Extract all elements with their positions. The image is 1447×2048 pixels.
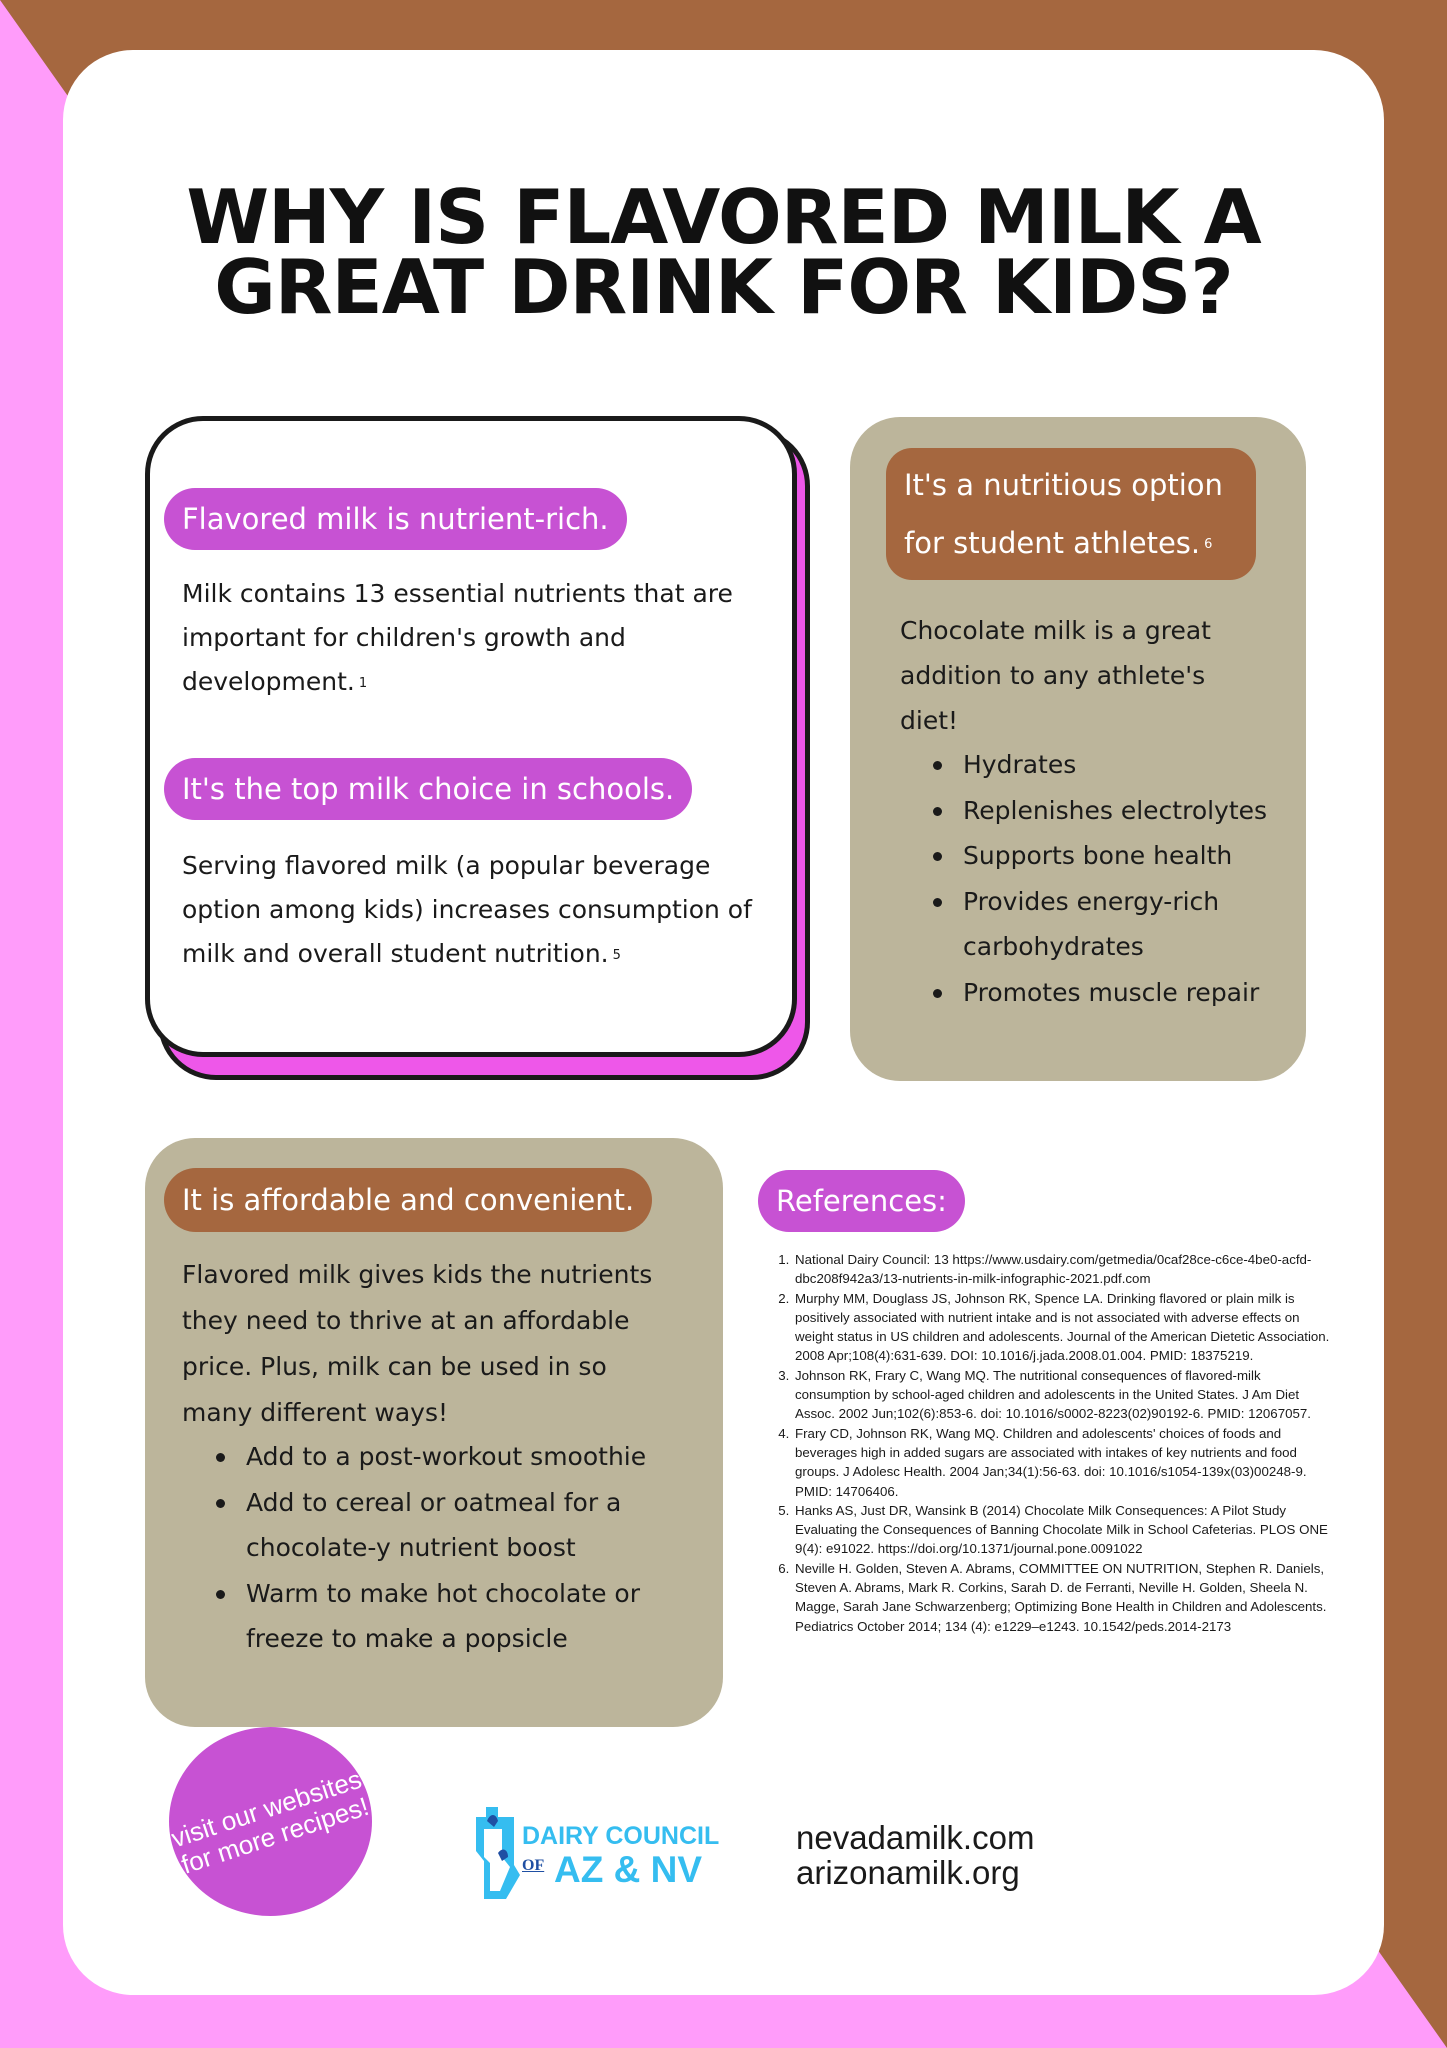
reference-item: 3. Johnson RK, Frary C, Wang MQ. The nutritional consequences of flavored-milk consumption by school-aged children and adolescents in the United States. J Am Diet Assoc. 2002 Jun;102(6):853-6. doi: 10.1016/s0002-8223(02)90192-6. PMID: 12067057. (793, 1366, 1331, 1424)
list-item: Provides energy-rich carbohydrates (963, 879, 1323, 970)
nutrient-ref: 1 (358, 676, 368, 691)
list-item: Add to cereal or oatmeal for a chocolate-y nutrient boost (246, 1480, 716, 1571)
arizona-website-link[interactable]: arizonamilk.org (796, 1854, 1020, 1891)
list-item: Supports bone health (963, 833, 1323, 879)
affordable-heading: It is affordable and convenient. (164, 1168, 652, 1232)
visit-websites-badge (169, 1727, 372, 1916)
schools-text (182, 844, 762, 976)
logo-text-line1: DAIRY COUNCIL (522, 1822, 720, 1850)
logo-text-of: OF (522, 1857, 545, 1874)
list-item: Promotes muscle repair (963, 970, 1323, 1016)
reference-item: 2. Murphy MM, Douglass JS, Johnson RK, Spence LA. Drinking flavored or plain milk is positively associated with nutrient intake and is not associated with adverse effects on weight status in US children and adolescents. Journal of the American Dietetic Association. 2008 Apr;108(4):631-639. DOI: 10.1016/j.jada.2008.01.004. PMID: 18375219. (793, 1289, 1331, 1366)
reference-item: 6. Neville H. Golden, Steven A. Abrams, COMMITTEE ON NUTRITION, Stephen R. Daniels, Steven A. Abrams, Mark R. Corkins, Sarah D. de Ferranti, Neville H. Golden, Sheela N. Magge, Sarah Jane Schwarzenberg; Optimizing Bone Health in Children and Adolescents. Pediatrics October 2014; 134 (4): e1229–e1243. 10.1542/peds.2014-2173 (793, 1559, 1331, 1636)
list-item: Add to a post-workout smoothie (246, 1434, 716, 1480)
reference-item: 1. National Dairy Council: 13 https://www.usdairy.com/getmedia/0caf28ce-c6ce-4be0-acfd-dbc208f942a3/13-nutrients-in-milk-infographic-2021.pdf.com (793, 1250, 1331, 1289)
references-heading: References: (758, 1170, 965, 1232)
schools-body: Serving flavored milk (a popular beverage option among kids) increases consumption of milk and overall student nutrition. (182, 851, 752, 968)
visit-websites-text: visit our websites for more recipes! (167, 1763, 373, 1880)
logo-text-line2: AZ & NV (554, 1849, 702, 1890)
dairy-council-logo (474, 1805, 774, 1901)
reference-item: 5. Hanks AS, Just DR, Wansink B (2014) Chocolate Milk Consequences: A Pilot Study Evaluating the Consequences of Banning Chocolate Milk in School Cafeterias. PLOS ONE 9(4): e91022. https://doi.org/10.1371/journal.pone.0091022 (793, 1501, 1331, 1559)
athletes-body: Chocolate milk is a great addition to any athlete's diet! (900, 616, 1211, 735)
affordable-uses-list (206, 1434, 716, 1662)
nevada-website-link[interactable]: nevadamilk.com (796, 1819, 1035, 1856)
list-item: Hydrates (963, 742, 1323, 788)
title-line-2: GREAT DRINK FOR KIDS? (214, 243, 1233, 331)
website-links (796, 1820, 1034, 1890)
title-line-1: WHY IS FLAVORED MILK A (186, 173, 1261, 261)
nutrient-text (182, 572, 742, 704)
list-item: Replenishes electrolytes (963, 788, 1323, 834)
athletes-benefits-list (923, 742, 1323, 1015)
athletes-heading-text: It's a nutritious option for student athletes. (904, 468, 1223, 560)
list-item: Warm to make hot chocolate or freeze to make a popsicle (246, 1571, 716, 1662)
references-list (769, 1250, 1331, 1636)
athletes-ref: 6 (1204, 537, 1213, 552)
schools-heading: It's the top milk choice in schools. (164, 758, 692, 820)
nutrient-heading: Flavored milk is nutrient-rich. (164, 488, 627, 550)
affordable-body: Flavored milk gives kids the nutrients they need to thrive at an affordable price. Plus, milk can be used in so many different ways! (182, 1260, 653, 1427)
nutrient-body: Milk contains 13 essential nutrients that are important for children's growth and development. (182, 579, 733, 696)
page-title (63, 173, 1384, 331)
arizona-nevada-map-icon (474, 1805, 524, 1901)
athletes-heading (886, 448, 1256, 580)
schools-ref: 5 (612, 948, 621, 963)
reference-item: 4. Frary CD, Johnson RK, Wang MQ. Children and adolescents' choices of foods and beverages high in added sugars are associated with intakes of key nutrients and food groups. J Adolesc Health. 2004 Jan;34(1):56-63. doi: 10.1016/s1054-139x(03)00248-9. PMID: 14706406. (793, 1424, 1331, 1501)
